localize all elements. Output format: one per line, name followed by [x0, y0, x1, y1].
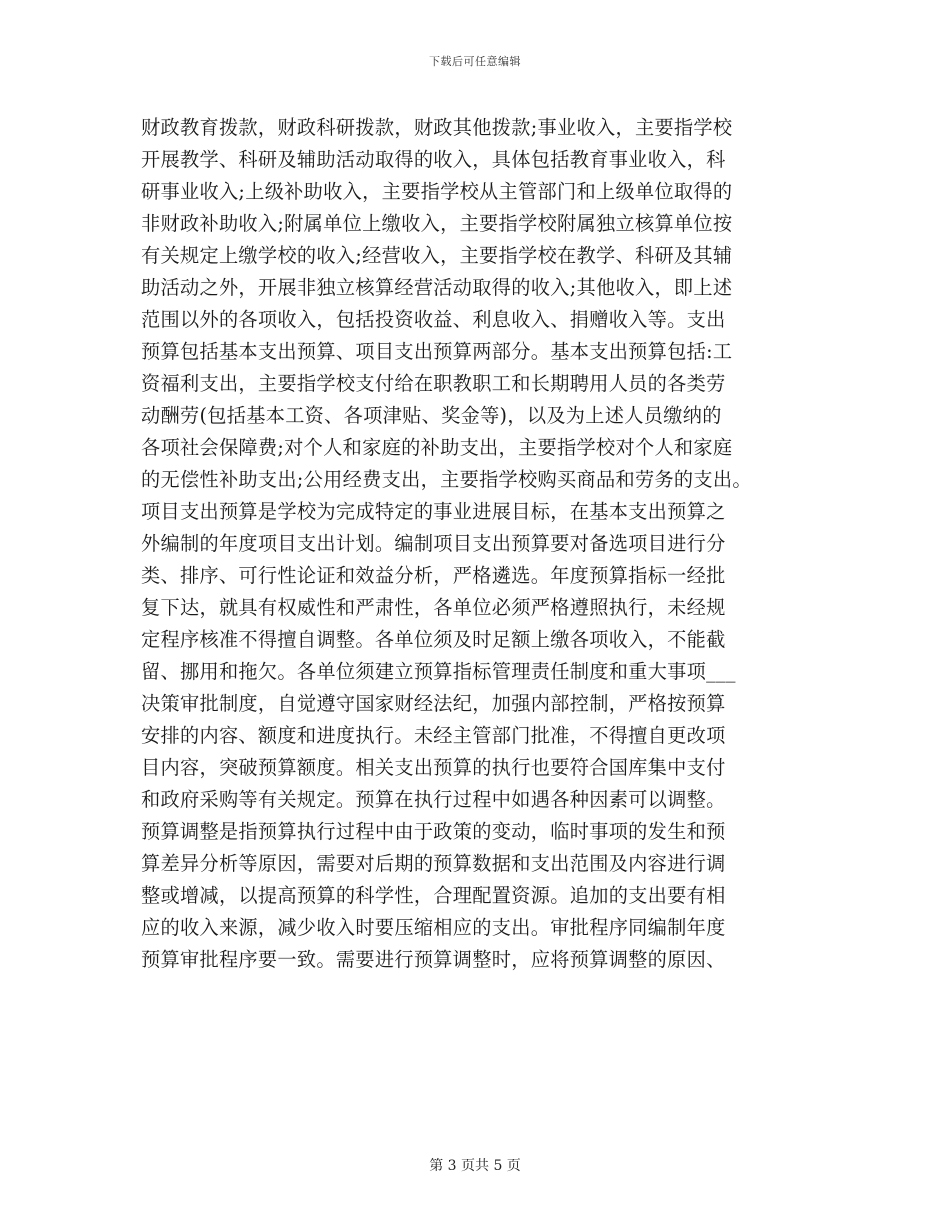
body-line: 算差异分析等原因，需要对后期的预算数据和支出范围及内容进行调 [141, 852, 726, 875]
body-line: 各项社会保障费;对个人和家庭的补助支出，主要指学校对个人和家庭 [141, 436, 733, 459]
body-line: 预算审批程序要一致。需要进行预算调整时，应将预算调整的原因、 [141, 948, 726, 971]
body-line: 预算调整是指预算执行过程中由于政策的变动，临时事项的发生和预 [141, 820, 726, 843]
body-line: 有关规定上缴学校的收入;经营收入，主要指学校在教学、科研及其辅 [141, 244, 733, 267]
body-line: 资福利支出，主要指学校支付给在职教职工和长期聘用人员的各类劳 [141, 372, 726, 395]
body-line: 和政府采购等有关规定。预算在执行过程中如遇各种因素可以调整。 [141, 788, 726, 811]
body-line: 外编制的年度项目支出计划。编制项目支出预算要对备选项目进行分 [141, 532, 726, 555]
body-line: 动酬劳(包括基本工资、各项津贴、奖金等)，以及为上述人员缴纳的 [141, 404, 722, 427]
page-header-note: 下载后可任意编辑 [429, 55, 521, 68]
body-line: 目内容，突破预算额度。相关支出预算的执行也要符合国库集中支付 [141, 756, 726, 779]
body-line: 定程序核准不得擅自调整。各单位须及时足额上缴各项收入，不能截 [141, 628, 726, 651]
body-line: 安排的内容、额度和进度执行。未经主管部门批准，不得擅自更改项 [141, 724, 726, 747]
body-line: 留、挪用和拖欠。各单位须建立预算指标管理责任制度和重大事项___ [141, 660, 736, 683]
body-line: 开展教学、科研及辅助活动取得的收入，具体包括教育事业收入，科 [141, 148, 726, 171]
body-line: 类、排序、可行性论证和效益分析，严格遴选。年度预算指标一经批 [141, 564, 726, 587]
body-line: 范围以外的各项收入，包括投资收益、利息收入、捐赠收入等。支出 [141, 308, 726, 331]
body-line: 研事业收入;上级补助收入，主要指学校从主管部门和上级单位取得的 [141, 180, 733, 203]
body-line: 非财政补助收入;附属单位上缴收入，主要指学校附属独立核算单位按 [141, 212, 733, 235]
body-line: 决策审批制度，自觉遵守国家财经法纪，加强内部控制，严格按预算 [141, 692, 726, 715]
document-body [141, 112, 831, 976]
body-line: 财政教育拨款，财政科研拨款，财政其他拨款;事业收入，主要指学校 [141, 116, 733, 139]
page-number: 第 3 页共 5 页 [429, 1158, 521, 1174]
body-line: 的无偿性补助支出;公用经费支出，主要指学校购买商品和劳务的支出。 [141, 468, 752, 491]
body-line: 项目支出预算是学校为完成特定的事业进展目标，在基本支出预算之 [141, 500, 726, 523]
body-line: 整或增减，以提高预算的科学性，合理配置资源。追加的支出要有相 [141, 884, 726, 907]
body-line: 应的收入来源，减少收入时要压缩相应的支出。审批程序同编制年度 [141, 916, 726, 939]
body-line: 复下达，就具有权威性和严肃性，各单位必须严格遵照执行，未经规 [141, 596, 726, 619]
body-line: 助活动之外，开展非独立核算经营活动取得的收入;其他收入，即上述 [141, 276, 733, 299]
body-line: 预算包括基本支出预算、项目支出预算两部分。基本支出预算包括:工 [141, 340, 733, 363]
